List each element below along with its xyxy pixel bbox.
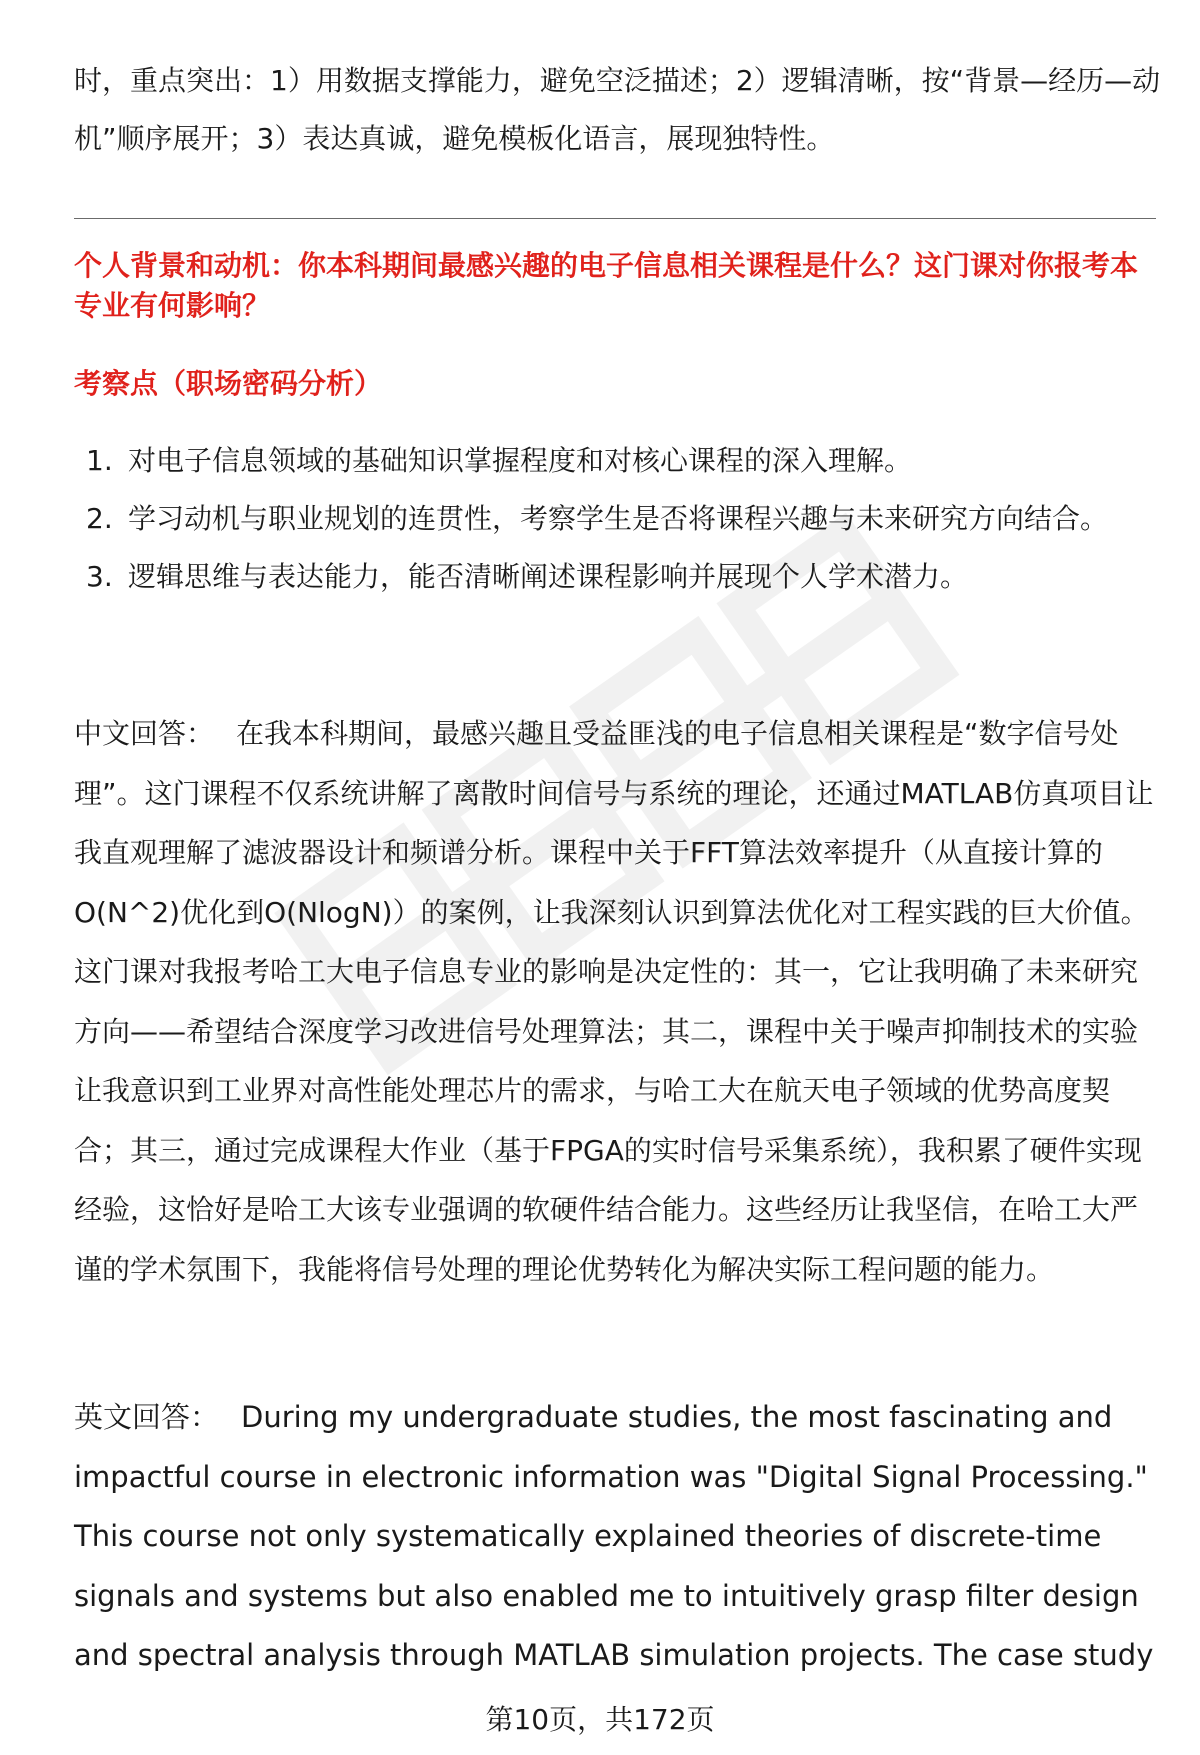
list-item-text: 对电子信息领域的基础知识掌握程度和对核心课程的深入理解。	[128, 444, 913, 477]
english-answer-text: During my undergraduate studies, the most fascinating and impactful course in electronic information was "Digital Signal Processing." This course not only systematically explained theories of discrete-time signals and systems but also enabled me to intuitively grasp filter design and spectral analysis through MATLAB simulation projects. The case study	[74, 1400, 1154, 1672]
section-divider	[74, 218, 1156, 219]
english-answer	[74, 1388, 1164, 1686]
list-item-text: 逻辑思维与表达能力，能否清晰阐述课程影响并展现个人学术潜力。	[128, 560, 969, 593]
list-item	[74, 548, 1164, 606]
chinese-answer-text: 在我本科期间，最感兴趣且受益匪浅的电子信息相关课程是“数字信号处理”。这门课程不仅系统讲解了离散时间信号与系统的理论，还通过MATLAB仿真项目让我直观理解了滤波器设计和频谱分析。课程中关于FFT算法效率提升（从直接计算的O(N^2)优化到O(NlogN)）的案例，让我深刻认识到算法优化对工程实践的巨大价值。这门课对我报考哈工大电子信息专业的影响是决定性的：其一，它让我明确了未来研究方向——希望结合深度学习改进信号处理算法；其二，课程中关于噪声抑制技术的实验让我意识到工业界对高性能处理芯片的需求，与哈工大在航天电子领域的优势高度契合；其三，通过完成课程大作业（基于FPGA的实时信号采集系统），我积累了硬件实现经验，这恰好是哈工大该专业强调的软硬件结合能力。这些经历让我坚信，在哈工大严谨的学术氛围下，我能将信号处理的理论优势转化为解决实际工程问题的能力。	[74, 717, 1154, 1286]
list-item-number: 2.	[86, 502, 113, 535]
chinese-answer	[74, 704, 1164, 1299]
chinese-answer-label: 中文回答：	[74, 717, 215, 750]
assessment-points-list	[74, 432, 1164, 606]
interview-question: 个人背景和动机：你本科期间最感兴趣的电子信息相关课程是什么？这门课对你报考本专业有何影响？	[74, 249, 1139, 322]
list-item-number: 3.	[86, 560, 113, 593]
assessment-title: 考察点（职场密码分析）	[74, 367, 383, 400]
english-answer-label: 英文回答：	[74, 1400, 220, 1434]
page-number: 第10页，共172页	[485, 1703, 715, 1736]
list-item-text: 学习动机与职业规划的连贯性，考察学生是否将课程兴趣与未来研究方向结合。	[128, 502, 1109, 535]
list-item-number: 1.	[86, 444, 113, 477]
list-item	[74, 432, 1164, 490]
list-item	[74, 490, 1164, 548]
intro-paragraph: 时，重点突出：1）用数据支撑能力，避免空泛描述；2）逻辑清晰，按“背景—经历—动机”顺序展开；3）表达真诚，避免模板化语言，展现独特性。	[74, 64, 1161, 155]
